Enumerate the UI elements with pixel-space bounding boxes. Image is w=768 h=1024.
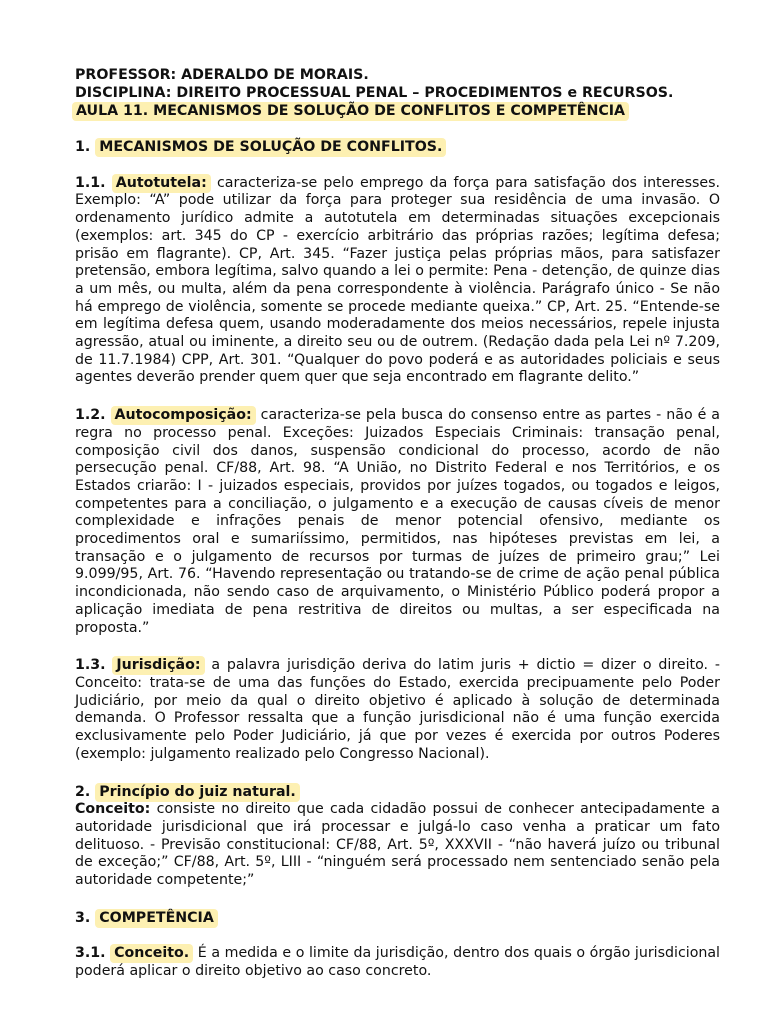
section-3-number: 3.	[75, 909, 91, 926]
header-professor: PROFESSOR: ADERALDO DE MORAIS.	[75, 67, 369, 83]
paragraph-1-3	[75, 657, 720, 763]
section-1-number: 1.	[75, 139, 91, 155]
paragraph-1-3-number: 1.3.	[75, 657, 106, 674]
paragraph-1-2-text: caracteriza-se pela busca do consenso entre as partes - não é a regra no processo penal. Exceções: Juizados Especiais Criminais: transação penal, composição civil dos danos, suspensão condicional do processo, acordo de não persecução penal. CF/88, Art. 98. “A União, no Distrito Federal e nos Territórios, e os Estados criarão: I - juizados especiais, providos por juízes togados, ou togados e leigos, competentes para a conciliação, o julgamento e a execução de causas cíveis de menor complexidade e infrações penais de menor potencial ofensivo, mediante os procedimentos oral e sumariíssimo, permitidos, nas hipóteses previstas em lei, a transação e o julgamento de recursos por turmas de juízes de primeiro grau;” Lei 9.099/95, Art. 76. “Havendo representação ou tratando-se de crime de ação penal pública incondicionada, não sendo caso de arquivamento, o Ministério Público poderá propor a aplicação imediata de pena restritiva de direitos ou multas, a ser especificada na proposta.”	[75, 407, 721, 636]
paragraph-3-1-text: É a medida e o limite da jurisdição, dentro dos quais o órgão jurisdicional poderá aplicar o direito objetivo ao caso concreto.	[75, 945, 721, 980]
paragraph-3-1	[75, 945, 720, 980]
section-2-conceito-text: consiste no direito que cada cidadão possui de conhecer antecipadamente a autoridade jurisdicional que irá processar e julgá-lo caso venha a praticar um fato delituoso. - Previsão constitucional: CF/88, Art. 5º, XXXVII - “não haverá juízo ou tribunal de exceção;” CF/88, Art. 5º, LIII - “ninguém será processado nem sentenciado senão pela autoridade competente;”	[75, 801, 720, 889]
paragraph-1-1-number: 1.1.	[75, 174, 106, 191]
paragraph-1-1-text: caracteriza-se pelo emprego da força para satisfação dos interesses. Exemplo: “A” pode utilizar da força para proteger sua residência de uma invasão. O ordenamento jurídico admite a autotutela em determinadas situações excepcionais (exemplos: art. 345 do CP - exercício arbitrário das próprias razões; legítima defesa; prisão em flagrante). CP, Art. 345. “Fazer justiça pelas próprias mãos, para satisfazer pretensão, embora legítima, salvo quando a lei o permite: Pena - detenção, de quinze dias a um mês, ou multa, além da pena correspondente à violência. Parágrafo único - Se não há emprego de violência, somente se procede mediante queixa.” CP, Art. 25. “Entende-se em legítima defesa quem, usando moderadamente dos meios necessários, repele injusta agressão, atual ou iminente, a direito seu ou de outrem. (Redação dada pela Lei nº 7.209, de 11.7.1984) CPP, Art. 301. “Qualquer do povo poderá e as autoridades policiais e seus agentes deverão prender quem quer que seja encontrado em flagrante delito.”	[75, 174, 721, 386]
paragraph-1-2	[75, 407, 720, 637]
paragraph-1-1	[75, 175, 720, 387]
header-aula-highlight: AULA 11. MECANISMOS DE SOLUÇÃO DE CONFLITOS E COMPETÊNCIA	[72, 102, 629, 121]
section-3-title: COMPETÊNCIA	[95, 909, 218, 928]
section-2-title: Princípio do juiz natural.	[95, 783, 300, 802]
section-2-conceito-label: Conceito:	[75, 801, 151, 818]
section-3-heading	[75, 910, 720, 928]
paragraph-3-1-number: 3.1.	[75, 945, 106, 962]
paragraph-1-3-term: Jurisdição:	[112, 656, 204, 675]
paragraph-1-2-term: Autocomposição:	[111, 406, 256, 425]
paragraph-1-1-term: Autotutela:	[112, 174, 211, 193]
section-2-heading	[75, 784, 720, 802]
section-1-heading	[75, 139, 720, 157]
paragraph-3-1-term: Conceito.	[110, 944, 193, 963]
paragraph-1-3-text: a palavra jurisdição deriva do latim juris + dictio = dizer o direito. - Conceito: trata-se de uma das funções do Estado, exercida precipuamente pelo Poder Judiciário, por meio da qual o direito objetivo é aplicado à solução de determinada demanda. O Professor ressalta que a função jurisdicional não é uma função exercida exclusivamente pelo Poder Judiciário, já que por vezes é exercida por outros Poderes (exemplo: julgamento realizado pelo Congresso Nacional).	[75, 657, 720, 762]
section-1-title: MECANISMOS DE SOLUÇÃO DE CONFLITOS.	[95, 138, 446, 157]
header-aula	[75, 102, 720, 120]
paragraph-1-2-number: 1.2.	[75, 407, 106, 424]
paragraph-2-conceito	[75, 801, 720, 890]
section-2-number: 2.	[75, 783, 91, 800]
document-content	[75, 66, 720, 981]
header-disciplina: DISCIPLINA: DIREITO PROCESSUAL PENAL – PROCEDIMENTOS e RECURSOS.	[75, 85, 674, 101]
